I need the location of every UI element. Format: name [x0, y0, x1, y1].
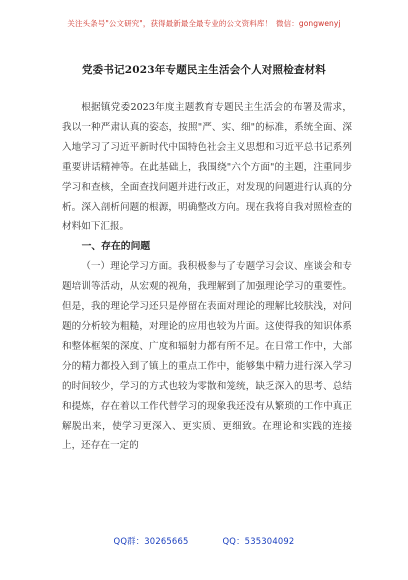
intro-paragraph: 根据镇党委2023年度主题教育专题民主生活会的布署及需求，我以一种严肃认真的姿态，按照"严、实、细"的标准，系统全面、深入地学习了习近平新时代中国特色社会主义思想和习近平总书记系列重要讲话精神等。在此基础上，我围绕"六个方面"的主题，注重同步学习和查核，全面查找问题并进行改正，对发现的问题进行认真的分析。深入剖析问题的根源，明确整改方向。现在我将自我对照检查的材料如下汇报。 — [62, 102, 352, 233]
promo-banner — [0, 18, 408, 29]
document-body — [62, 98, 352, 456]
wechat-id: 微信：gongwenyj — [276, 19, 341, 28]
contact-footer — [0, 535, 408, 547]
qq-group-number: QQ群：30265665 — [113, 536, 189, 546]
theory-study-paragraph: （一）理论学习方面。我积极参与了专题学习会议、座谈会和专题培训等活动，从宏观的视角，我理解到了加强理论学习的重要性。但是，我的理论学习还只是停留在表面对理论的理解比较肤浅，对问题的分析较为粗糙，对理论的应用也较为片面。这使得我的知识体系和整体框架的深度、广度和辐射力都有所不足。在日常工作中，大部分的精力都投入到了镇上的重点工作中，能够集中精力进行深入学习的时间较少，学习的方式也较为零散和笼统，缺乏深入的思考、总结和提炼，存在着以工作代替学习的现象我还没有从繁琐的工作中真正解脱出来，使学习更深入、更实质、更细致。在理论和实践的连接上，还存在一定的 — [62, 261, 352, 452]
qq-number: QQ：535304092 — [222, 536, 295, 546]
document-title: 党委书记2023年专题民主生活会个人对照检查材料 — [81, 64, 327, 76]
promo-banner-text: 关注头条号"公文研究"，获得最新最全最专业的公文资料库！ — [67, 19, 273, 28]
section-heading: 一、存在的问题 — [81, 241, 151, 253]
